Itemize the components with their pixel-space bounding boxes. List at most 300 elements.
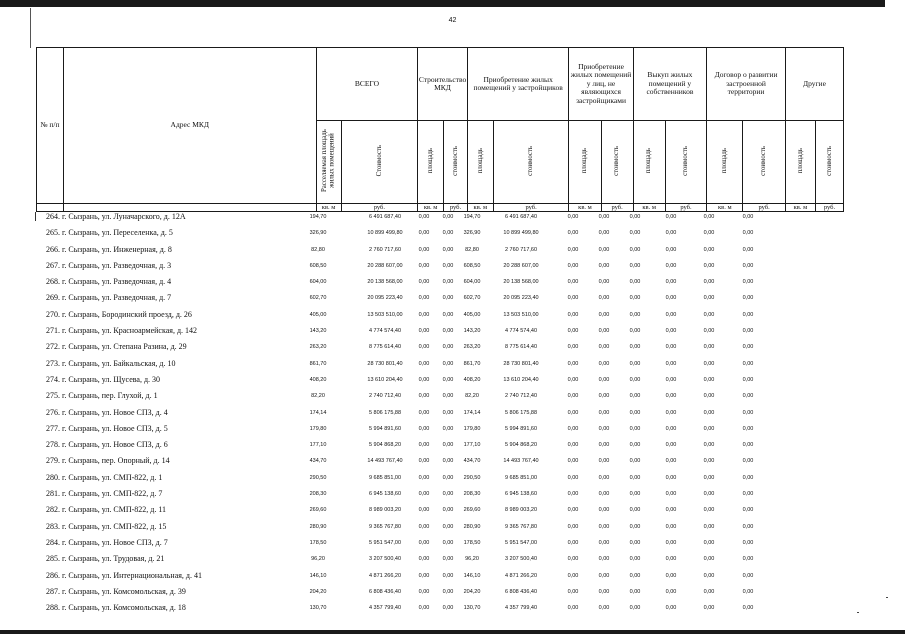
row-value: 0,00 <box>418 344 430 351</box>
row-value: 0,00 <box>742 425 754 432</box>
row-address: 286. г. Сызрань, ул. Интернациональная, д. 41 <box>46 570 202 580</box>
row-value: 14 493 767,40 <box>503 458 539 465</box>
row-value: 174,14 <box>463 409 481 416</box>
row-value: 0,00 <box>629 474 641 481</box>
row-value: 0,00 <box>742 442 754 449</box>
unit-cell: руб. <box>341 204 418 212</box>
row-value: 0,00 <box>742 507 754 514</box>
row-value: 0,00 <box>629 311 641 318</box>
table-row <box>36 260 844 276</box>
row-value: 9 365 767,80 <box>504 523 538 530</box>
row-value: 0,00 <box>665 295 677 302</box>
row-value: 0,00 <box>629 442 641 449</box>
unit-cell: кв. м <box>467 204 493 212</box>
row-value: 405,00 <box>309 311 327 318</box>
row-value: 0,00 <box>703 262 715 269</box>
row-value: 608,50 <box>309 262 327 269</box>
row-value: 434,70 <box>309 458 327 465</box>
unit-cell: руб. <box>815 204 843 212</box>
table-row <box>36 374 844 390</box>
row-value: 20 288 607,00 <box>367 262 403 269</box>
table-row <box>36 407 844 423</box>
row-value: 0,00 <box>567 491 579 498</box>
table-row <box>36 570 844 586</box>
scan-speck <box>886 597 888 598</box>
subheader-label: площадь <box>721 148 729 174</box>
subheader-cell <box>785 121 815 204</box>
unit-cell: руб. <box>665 204 706 212</box>
row-value: 0,00 <box>598 246 610 253</box>
row-value: 0,00 <box>567 393 579 400</box>
row-value: 0,00 <box>629 425 641 432</box>
row-value: 0,00 <box>598 442 610 449</box>
row-value: 0,00 <box>418 376 430 383</box>
row-value: 290,50 <box>463 474 481 481</box>
row-value: 28 730 801,40 <box>503 360 539 367</box>
row-value: 10 899 499,80 <box>503 230 539 237</box>
row-value: 0,00 <box>442 425 454 432</box>
row-value: 208,30 <box>309 491 327 498</box>
row-value: 0,00 <box>418 311 430 318</box>
row-value: 0,00 <box>567 262 579 269</box>
row-value: 0,00 <box>629 491 641 498</box>
row-value: 0,00 <box>442 409 454 416</box>
row-value: 0,00 <box>742 279 754 286</box>
row-value: 0,00 <box>703 539 715 546</box>
row-value: 0,00 <box>665 442 677 449</box>
row-value: 0,00 <box>598 376 610 383</box>
row-value: 0,00 <box>703 458 715 465</box>
row-value: 8 775 614,40 <box>368 344 402 351</box>
row-value: 5 904 868,20 <box>504 442 538 449</box>
row-value: 0,00 <box>742 376 754 383</box>
row-value: 0,00 <box>703 491 715 498</box>
row-value: 20 288 607,00 <box>503 262 539 269</box>
row-value: 2 740 712,40 <box>368 393 402 400</box>
row-value: 0,00 <box>418 246 430 253</box>
row-value: 6 945 138,60 <box>504 491 538 498</box>
row-value: 0,00 <box>665 572 677 579</box>
row-value: 0,00 <box>742 262 754 269</box>
table-row <box>36 309 844 325</box>
row-value: 0,00 <box>629 605 641 612</box>
table-row <box>36 602 844 618</box>
row-value: 4 871 266,20 <box>504 572 538 579</box>
table-row <box>36 537 844 553</box>
row-value: 4 774 574,40 <box>504 328 538 335</box>
row-value: 0,00 <box>629 409 641 416</box>
row-value: 0,00 <box>418 491 430 498</box>
row-value: 0,00 <box>442 311 454 318</box>
table-row <box>36 276 844 292</box>
row-value: 4 357 799,40 <box>504 605 538 612</box>
row-value: 9 685 851,00 <box>368 474 402 481</box>
row-value: 0,00 <box>665 279 677 286</box>
table-row <box>36 488 844 504</box>
row-value: 5 951 547,00 <box>504 539 538 546</box>
header-address-cell <box>63 48 316 204</box>
table-body <box>36 211 844 618</box>
row-value: 0,00 <box>703 230 715 237</box>
unit-cell: кв. м <box>707 204 743 212</box>
subheader-label: стоимость <box>451 145 459 176</box>
row-value: 0,00 <box>442 442 454 449</box>
header-group-developer: Приобретение жилых помещений у застройщиков <box>467 48 569 121</box>
row-address: 283. г. Сызрань, ул. СМП-822, д. 15 <box>46 521 167 531</box>
row-value: 0,00 <box>598 344 610 351</box>
subheader-label: площадь <box>645 148 653 174</box>
row-value: 0,00 <box>567 279 579 286</box>
row-value: 0,00 <box>703 295 715 302</box>
subheader-label: стоимость <box>613 145 621 176</box>
table-row <box>36 358 844 374</box>
row-value: 82,80 <box>465 246 479 253</box>
row-address: 275. г. Сызрань, пер. Глухой, д. 1 <box>46 391 158 401</box>
row-value: 20 095 223,40 <box>367 295 403 302</box>
row-value: 130,70 <box>309 605 327 612</box>
row-value: 0,00 <box>442 344 454 351</box>
bottom-border-rule <box>0 630 905 634</box>
header-num-label: № п/п <box>40 120 60 130</box>
row-value: 0,00 <box>567 556 579 563</box>
row-value: 2 760 717,60 <box>504 246 538 253</box>
row-value: 0,00 <box>665 507 677 514</box>
row-value: 0,00 <box>442 295 454 302</box>
row-value: 0,00 <box>567 230 579 237</box>
row-value: 0,00 <box>567 523 579 530</box>
row-value: 434,70 <box>463 458 481 465</box>
row-value: 0,00 <box>703 605 715 612</box>
row-value: 0,00 <box>442 572 454 579</box>
row-value: 4 774 574,40 <box>368 328 402 335</box>
row-address: 273. г. Сызрань, ул. Байкальская, д. 10 <box>46 358 176 368</box>
row-value: 269,60 <box>309 507 327 514</box>
row-value: 0,00 <box>742 230 754 237</box>
row-value: 146,10 <box>463 572 481 579</box>
row-value: 0,00 <box>598 572 610 579</box>
row-value: 0,00 <box>567 311 579 318</box>
row-value: 0,00 <box>629 393 641 400</box>
row-value: 0,00 <box>418 393 430 400</box>
row-value: 0,00 <box>442 556 454 563</box>
row-value: 0,00 <box>703 393 715 400</box>
row-value: 0,00 <box>742 360 754 367</box>
row-value: 0,00 <box>442 246 454 253</box>
row-value: 0,00 <box>703 572 715 579</box>
row-value: 0,00 <box>703 507 715 514</box>
table-row <box>36 325 844 341</box>
row-value: 13 503 510,00 <box>503 311 539 318</box>
row-value: 0,00 <box>598 295 610 302</box>
row-value: 0,00 <box>567 442 579 449</box>
row-value: 0,00 <box>665 539 677 546</box>
row-value: 174,14 <box>309 409 327 416</box>
row-value: 0,00 <box>442 230 454 237</box>
row-value: 0,00 <box>567 572 579 579</box>
table-row <box>36 244 844 260</box>
row-value: 0,00 <box>629 279 641 286</box>
row-value: 0,00 <box>629 360 641 367</box>
table-row <box>36 227 844 243</box>
table-row <box>36 586 844 602</box>
row-value: 0,00 <box>629 230 641 237</box>
row-address: 282. г. Сызрань, ул. СМП-822, д. 11 <box>46 505 167 515</box>
subheader-cell <box>316 121 341 204</box>
row-value: 143,20 <box>463 328 481 335</box>
unit-cell: кв. м <box>316 204 341 212</box>
row-value: 0,00 <box>418 556 430 563</box>
row-value: 179,80 <box>463 425 481 432</box>
row-value: 0,00 <box>665 491 677 498</box>
row-value: 0,00 <box>442 376 454 383</box>
row-value: 0,00 <box>567 507 579 514</box>
row-value: 0,00 <box>418 262 430 269</box>
row-value: 0,00 <box>442 360 454 367</box>
row-value: 0,00 <box>598 311 610 318</box>
row-value: 861,70 <box>309 360 327 367</box>
row-value: 0,00 <box>418 409 430 416</box>
row-value: 0,00 <box>598 393 610 400</box>
row-address: 268. г. Сызрань, ул. Разведочная, д. 4 <box>46 277 172 287</box>
row-value: 20 095 223,40 <box>503 295 539 302</box>
scan-speck <box>857 612 859 613</box>
row-value: 0,00 <box>742 588 754 595</box>
row-value: 263,20 <box>309 344 327 351</box>
row-value: 0,00 <box>665 214 677 220</box>
row-value: 0,00 <box>567 246 579 253</box>
row-value: 408,20 <box>463 376 481 383</box>
row-value: 0,00 <box>703 442 715 449</box>
row-value: 0,00 <box>703 588 715 595</box>
row-value: 0,00 <box>742 311 754 318</box>
row-value: 178,50 <box>463 539 481 546</box>
row-value: 0,00 <box>665 262 677 269</box>
row-value: 0,00 <box>598 539 610 546</box>
row-value: 0,00 <box>665 605 677 612</box>
row-value: 0,00 <box>665 246 677 253</box>
row-value: 0,00 <box>629 246 641 253</box>
row-value: 0,00 <box>665 409 677 416</box>
row-value: 0,00 <box>418 458 430 465</box>
row-value: 177,10 <box>309 442 327 449</box>
row-address: 285. г. Сызрань, ул. Трудовая, д. 21 <box>46 554 165 564</box>
row-address: 272. г. Сызрань, ул. Степана Разина, д. 29 <box>46 342 187 352</box>
row-value: 0,00 <box>703 328 715 335</box>
row-value: 0,00 <box>703 311 715 318</box>
row-address: 287. г. Сызрань, ул. Комсомольская, д. 39 <box>46 586 186 596</box>
row-value: 0,00 <box>629 539 641 546</box>
header-address-label: Адрес МКД <box>170 120 210 130</box>
row-value: 0,00 <box>418 507 430 514</box>
row-value: 96,20 <box>465 556 479 563</box>
row-value: 604,00 <box>309 279 327 286</box>
row-value: 194,70 <box>309 214 327 220</box>
table-row <box>36 553 844 569</box>
row-value: 0,00 <box>598 328 610 335</box>
subheader-cell <box>418 121 444 204</box>
row-value: 0,00 <box>418 539 430 546</box>
unit-cell: кв. м <box>633 204 665 212</box>
row-value: 6 808 436,40 <box>504 588 538 595</box>
row-value: 3 207 500,40 <box>504 556 538 563</box>
row-value: 4 871 266,20 <box>368 572 402 579</box>
row-value: 0,00 <box>629 507 641 514</box>
row-value: 0,00 <box>418 425 430 432</box>
row-value: 0,00 <box>567 214 579 220</box>
row-value: 13 610 204,40 <box>503 376 539 383</box>
row-value: 20 138 568,00 <box>367 279 403 286</box>
row-address: 269. г. Сызрань, ул. Разведочная, д. 7 <box>46 293 172 303</box>
subheader-cell <box>467 121 493 204</box>
row-value: 0,00 <box>567 409 579 416</box>
row-value: 0,00 <box>418 214 430 220</box>
row-value: 0,00 <box>418 474 430 481</box>
row-value: 0,00 <box>598 279 610 286</box>
top-border-gap <box>885 0 905 7</box>
row-value: 0,00 <box>598 491 610 498</box>
table-row <box>36 423 844 439</box>
subheader-label: площадь <box>426 148 434 174</box>
row-value: 0,00 <box>598 588 610 595</box>
row-value: 10 899 499,80 <box>367 230 403 237</box>
row-value: 0,00 <box>442 393 454 400</box>
subheader-cell <box>633 121 665 204</box>
row-value: 0,00 <box>629 262 641 269</box>
row-value: 3 207 500,40 <box>368 556 402 563</box>
unit-cell: кв. м <box>418 204 444 212</box>
row-value: 5 806 175,88 <box>368 409 402 416</box>
row-value: 6 808 436,40 <box>368 588 402 595</box>
row-value: 0,00 <box>629 458 641 465</box>
row-value: 0,00 <box>742 474 754 481</box>
unit-cell: руб. <box>493 204 569 212</box>
row-value: 0,00 <box>567 376 579 383</box>
subheader-label: стоимость <box>760 145 768 176</box>
row-value: 6 491 687,40 <box>504 214 538 220</box>
row-value: 0,00 <box>703 376 715 383</box>
table-row <box>36 455 844 471</box>
row-value: 0,00 <box>629 572 641 579</box>
row-value: 280,90 <box>463 523 481 530</box>
row-value: 0,00 <box>703 523 715 530</box>
row-address: 281. г. Сызрань, ул. СМП-822, д. 7 <box>46 489 163 499</box>
row-value: 0,00 <box>567 328 579 335</box>
row-value: 0,00 <box>665 474 677 481</box>
unit-cell: кв. м <box>785 204 815 212</box>
row-value: 0,00 <box>598 262 610 269</box>
row-value: 9 365 767,80 <box>368 523 402 530</box>
row-value: 0,00 <box>598 458 610 465</box>
row-value: 0,00 <box>598 230 610 237</box>
row-value: 0,00 <box>567 295 579 302</box>
row-value: 0,00 <box>418 360 430 367</box>
row-value: 0,00 <box>665 588 677 595</box>
row-value: 0,00 <box>598 425 610 432</box>
row-value: 0,00 <box>598 523 610 530</box>
row-value: 2 740 712,40 <box>504 393 538 400</box>
subheader-label: стоимость <box>527 145 535 176</box>
row-value: 269,60 <box>463 507 481 514</box>
row-address: 284. г. Сызрань, ул. Новое СПЗ, д. 7 <box>46 537 168 547</box>
row-value: 13 503 510,00 <box>367 311 403 318</box>
row-address: 276. г. Сызрань, ул. Новое СПЗ, д. 4 <box>46 407 168 417</box>
row-value: 0,00 <box>665 458 677 465</box>
row-address: 280. г. Сызрань, ул. СМП-822, д. 1 <box>46 472 163 482</box>
row-address: 267. г. Сызрань, ул. Разведочная, д. 3 <box>46 260 172 270</box>
row-value: 20 138 568,00 <box>503 279 539 286</box>
row-value: 408,20 <box>309 376 327 383</box>
row-value: 604,00 <box>463 279 481 286</box>
row-value: 0,00 <box>567 458 579 465</box>
row-value: 177,10 <box>463 442 481 449</box>
row-value: 0,00 <box>442 539 454 546</box>
subheader-cell <box>665 121 706 204</box>
row-address: 271. г. Сызрань, ул. Красноармейская, д. 142 <box>46 326 198 336</box>
row-address: 266. г. Сызрань, ул. Инженерная, д. 8 <box>46 244 172 254</box>
table-row <box>36 390 844 406</box>
subheader-label: стоимость <box>682 145 690 176</box>
row-value: 0,00 <box>418 523 430 530</box>
row-value: 0,00 <box>418 295 430 302</box>
row-value: 0,00 <box>598 556 610 563</box>
row-value: 2 760 717,60 <box>368 246 402 253</box>
row-value: 0,00 <box>703 556 715 563</box>
row-value: 0,00 <box>567 588 579 595</box>
row-value: 0,00 <box>442 605 454 612</box>
row-value: 0,00 <box>442 523 454 530</box>
row-value: 14 493 767,40 <box>367 458 403 465</box>
row-value: 326,90 <box>463 230 481 237</box>
subheader-label: площадь <box>581 148 589 174</box>
subheader-label: Стоимость <box>375 145 383 177</box>
row-value: 0,00 <box>598 474 610 481</box>
row-value: 0,00 <box>629 328 641 335</box>
row-value: 263,20 <box>463 344 481 351</box>
row-value: 0,00 <box>665 556 677 563</box>
row-value: 290,50 <box>309 474 327 481</box>
row-value: 0,00 <box>665 328 677 335</box>
row-value: 204,20 <box>309 588 327 595</box>
row-address: 264. г. Сызрань, ул. Луначарского, д. 12А <box>46 212 186 221</box>
row-value: 0,00 <box>665 425 677 432</box>
row-value: 0,00 <box>742 295 754 302</box>
row-value: 204,20 <box>463 588 481 595</box>
row-value: 280,90 <box>309 523 327 530</box>
row-value: 0,00 <box>742 246 754 253</box>
row-value: 0,00 <box>742 458 754 465</box>
row-value: 0,00 <box>567 474 579 481</box>
subheader-cell <box>707 121 743 204</box>
row-value: 0,00 <box>567 344 579 351</box>
header-group-buyout: Выкуп жилых помещений у собственников <box>633 48 707 121</box>
row-value: 0,00 <box>629 376 641 383</box>
row-address: 288. г. Сызрань, ул. Комсомольская, д. 18 <box>46 603 186 613</box>
row-value: 602,70 <box>309 295 327 302</box>
row-value: 5 806 175,88 <box>504 409 538 416</box>
table-row <box>36 521 844 537</box>
row-value: 0,00 <box>742 572 754 579</box>
row-value: 0,00 <box>629 523 641 530</box>
row-value: 0,00 <box>567 539 579 546</box>
subheader-cell <box>743 121 785 204</box>
header-group-territory: Договор о развитии застроенной территории <box>707 48 786 121</box>
row-value: 0,00 <box>742 409 754 416</box>
row-value: 146,10 <box>309 572 327 579</box>
row-value: 96,20 <box>311 556 325 563</box>
table-row <box>36 472 844 488</box>
row-value: 5 994 891,60 <box>504 425 538 432</box>
subheader-cell <box>815 121 843 204</box>
